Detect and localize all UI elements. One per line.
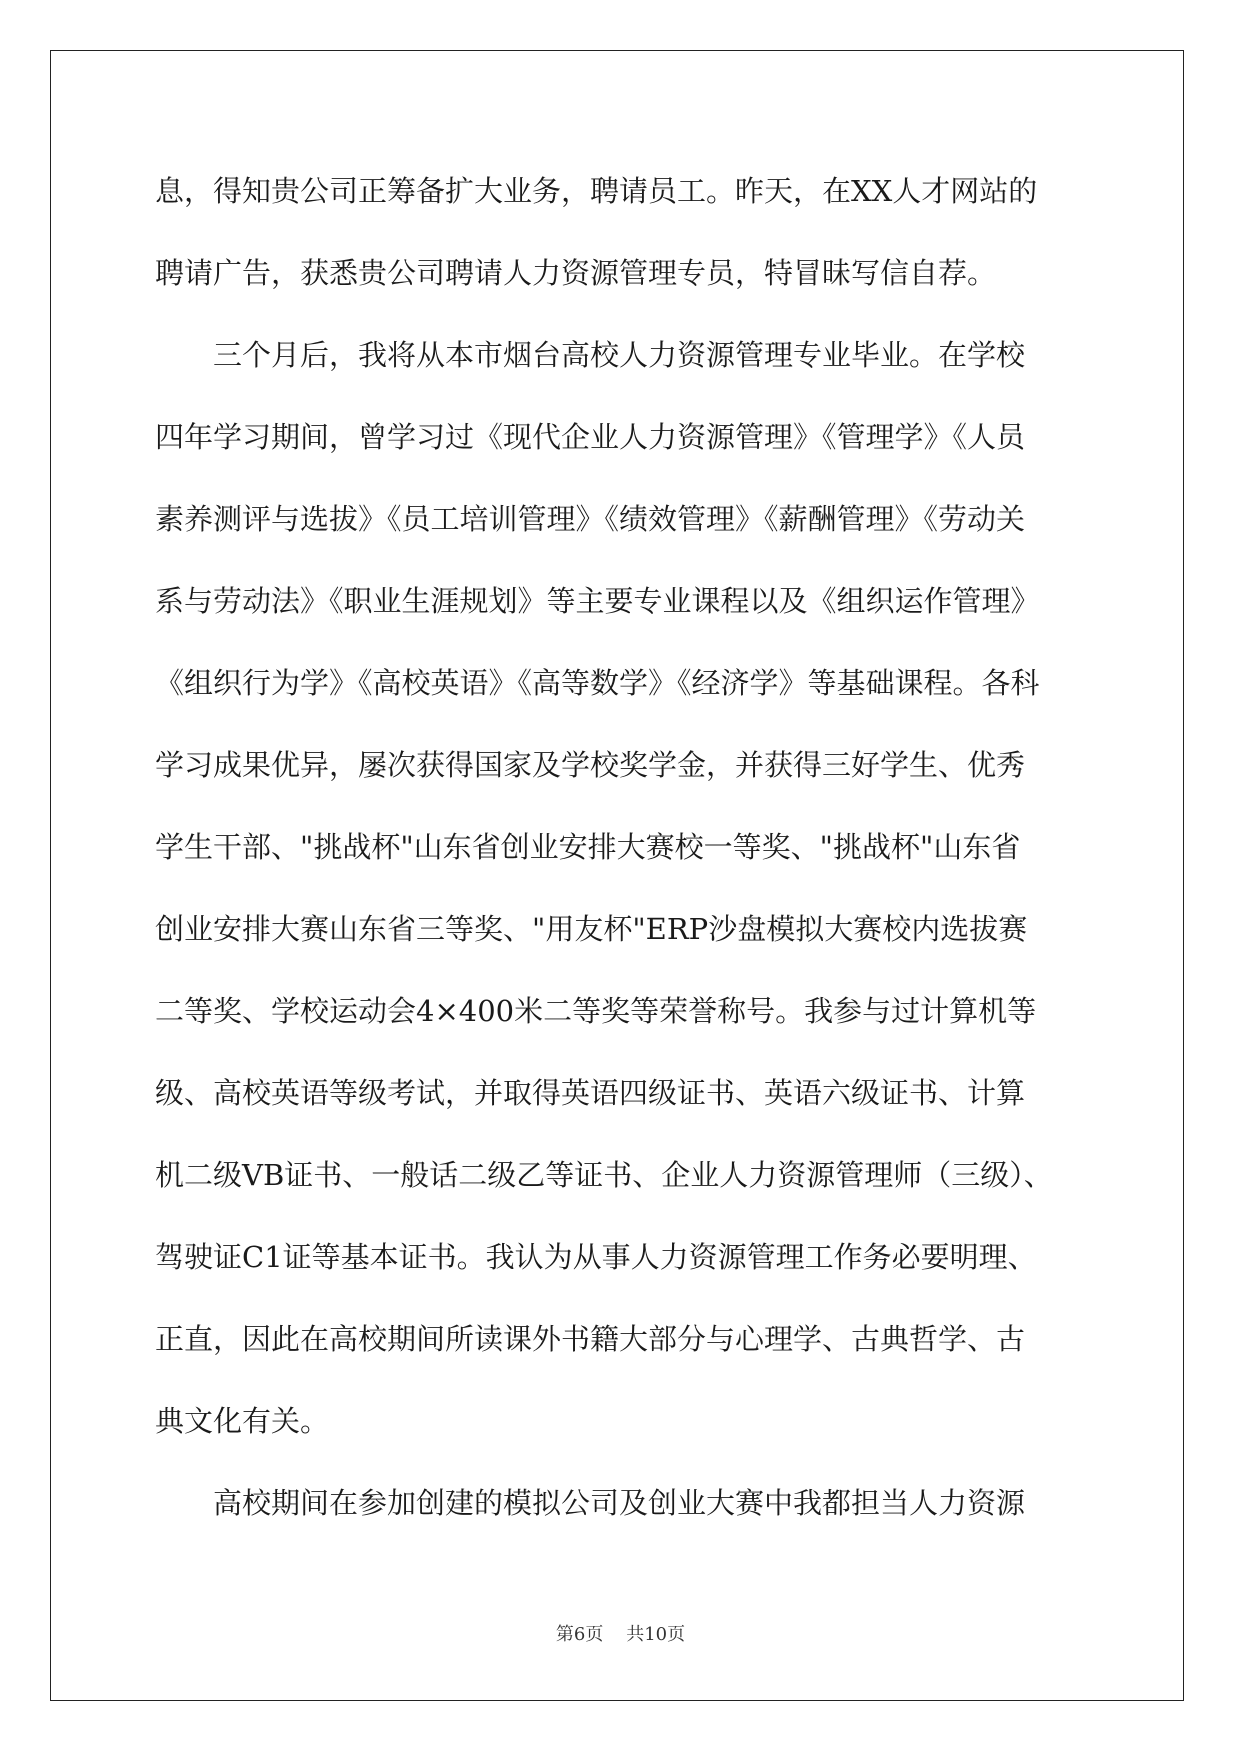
text-line: 四年学习期间，曾学习过《现代企业人力资源管理》《管理学》《人员: [155, 420, 1026, 454]
text-line: 息，得知贵公司正筹备扩大业务，聘请员工。昨天，在XX人才网站的: [155, 174, 1038, 208]
text-line: 学习成果优异，屡次获得国家及学校奖学金，并获得三好学生、优秀: [155, 748, 1026, 782]
text-line: 素养测评与选拔》《员工培训管理》《绩效管理》《薪酬管理》《劳动关: [155, 502, 1026, 536]
text-line: 二等奖、学校运动会4×400米二等奖等荣誉称号。我参与过计算机等: [155, 994, 1037, 1028]
text-line: 驾驶证C1证等基本证书。我认为从事人力资源管理工作务必要明理、: [155, 1240, 1037, 1274]
text-line: 典文化有关。: [155, 1404, 330, 1438]
text-line: 正直，因此在高校期间所读课外书籍大部分与心理学、古典哲学、古: [155, 1322, 1026, 1356]
text-line: 学生干部、"挑战杯"山东省创业安排大赛校一等奖、"挑战杯"山东省: [155, 830, 1021, 864]
text-line: 机二级VB证书、一般话二级乙等证书、企业人力资源管理师（三级）、: [155, 1158, 1053, 1192]
text-line: 聘请广告，获悉贵公司聘请人力资源管理专员，特冒昧写信自荐。: [155, 256, 997, 290]
body-text: [155, 158, 1090, 1552]
text-line: 系与劳动法》《职业生涯规划》等主要专业课程以及《组织运作管理》: [155, 584, 1040, 618]
page-footer: 第6页 共10页: [555, 1624, 686, 1645]
text-line: 《组织行为学》《高校英语》《高等数学》《经济学》等基础课程。各科: [155, 666, 1040, 700]
text-line: 级、高校英语等级考试，并取得英语四级证书、英语六级证书、计算: [155, 1076, 1026, 1110]
text-line: 三个月后，我将从本市烟台高校人力资源管理专业毕业。在学校: [213, 338, 1026, 372]
text-line: 高校期间在参加创建的模拟公司及创业大赛中我都担当人力资源: [213, 1486, 1026, 1520]
text-line: 创业安排大赛山东省三等奖、"用友杯"ERP沙盘模拟大赛校内选拔赛: [155, 912, 1028, 946]
